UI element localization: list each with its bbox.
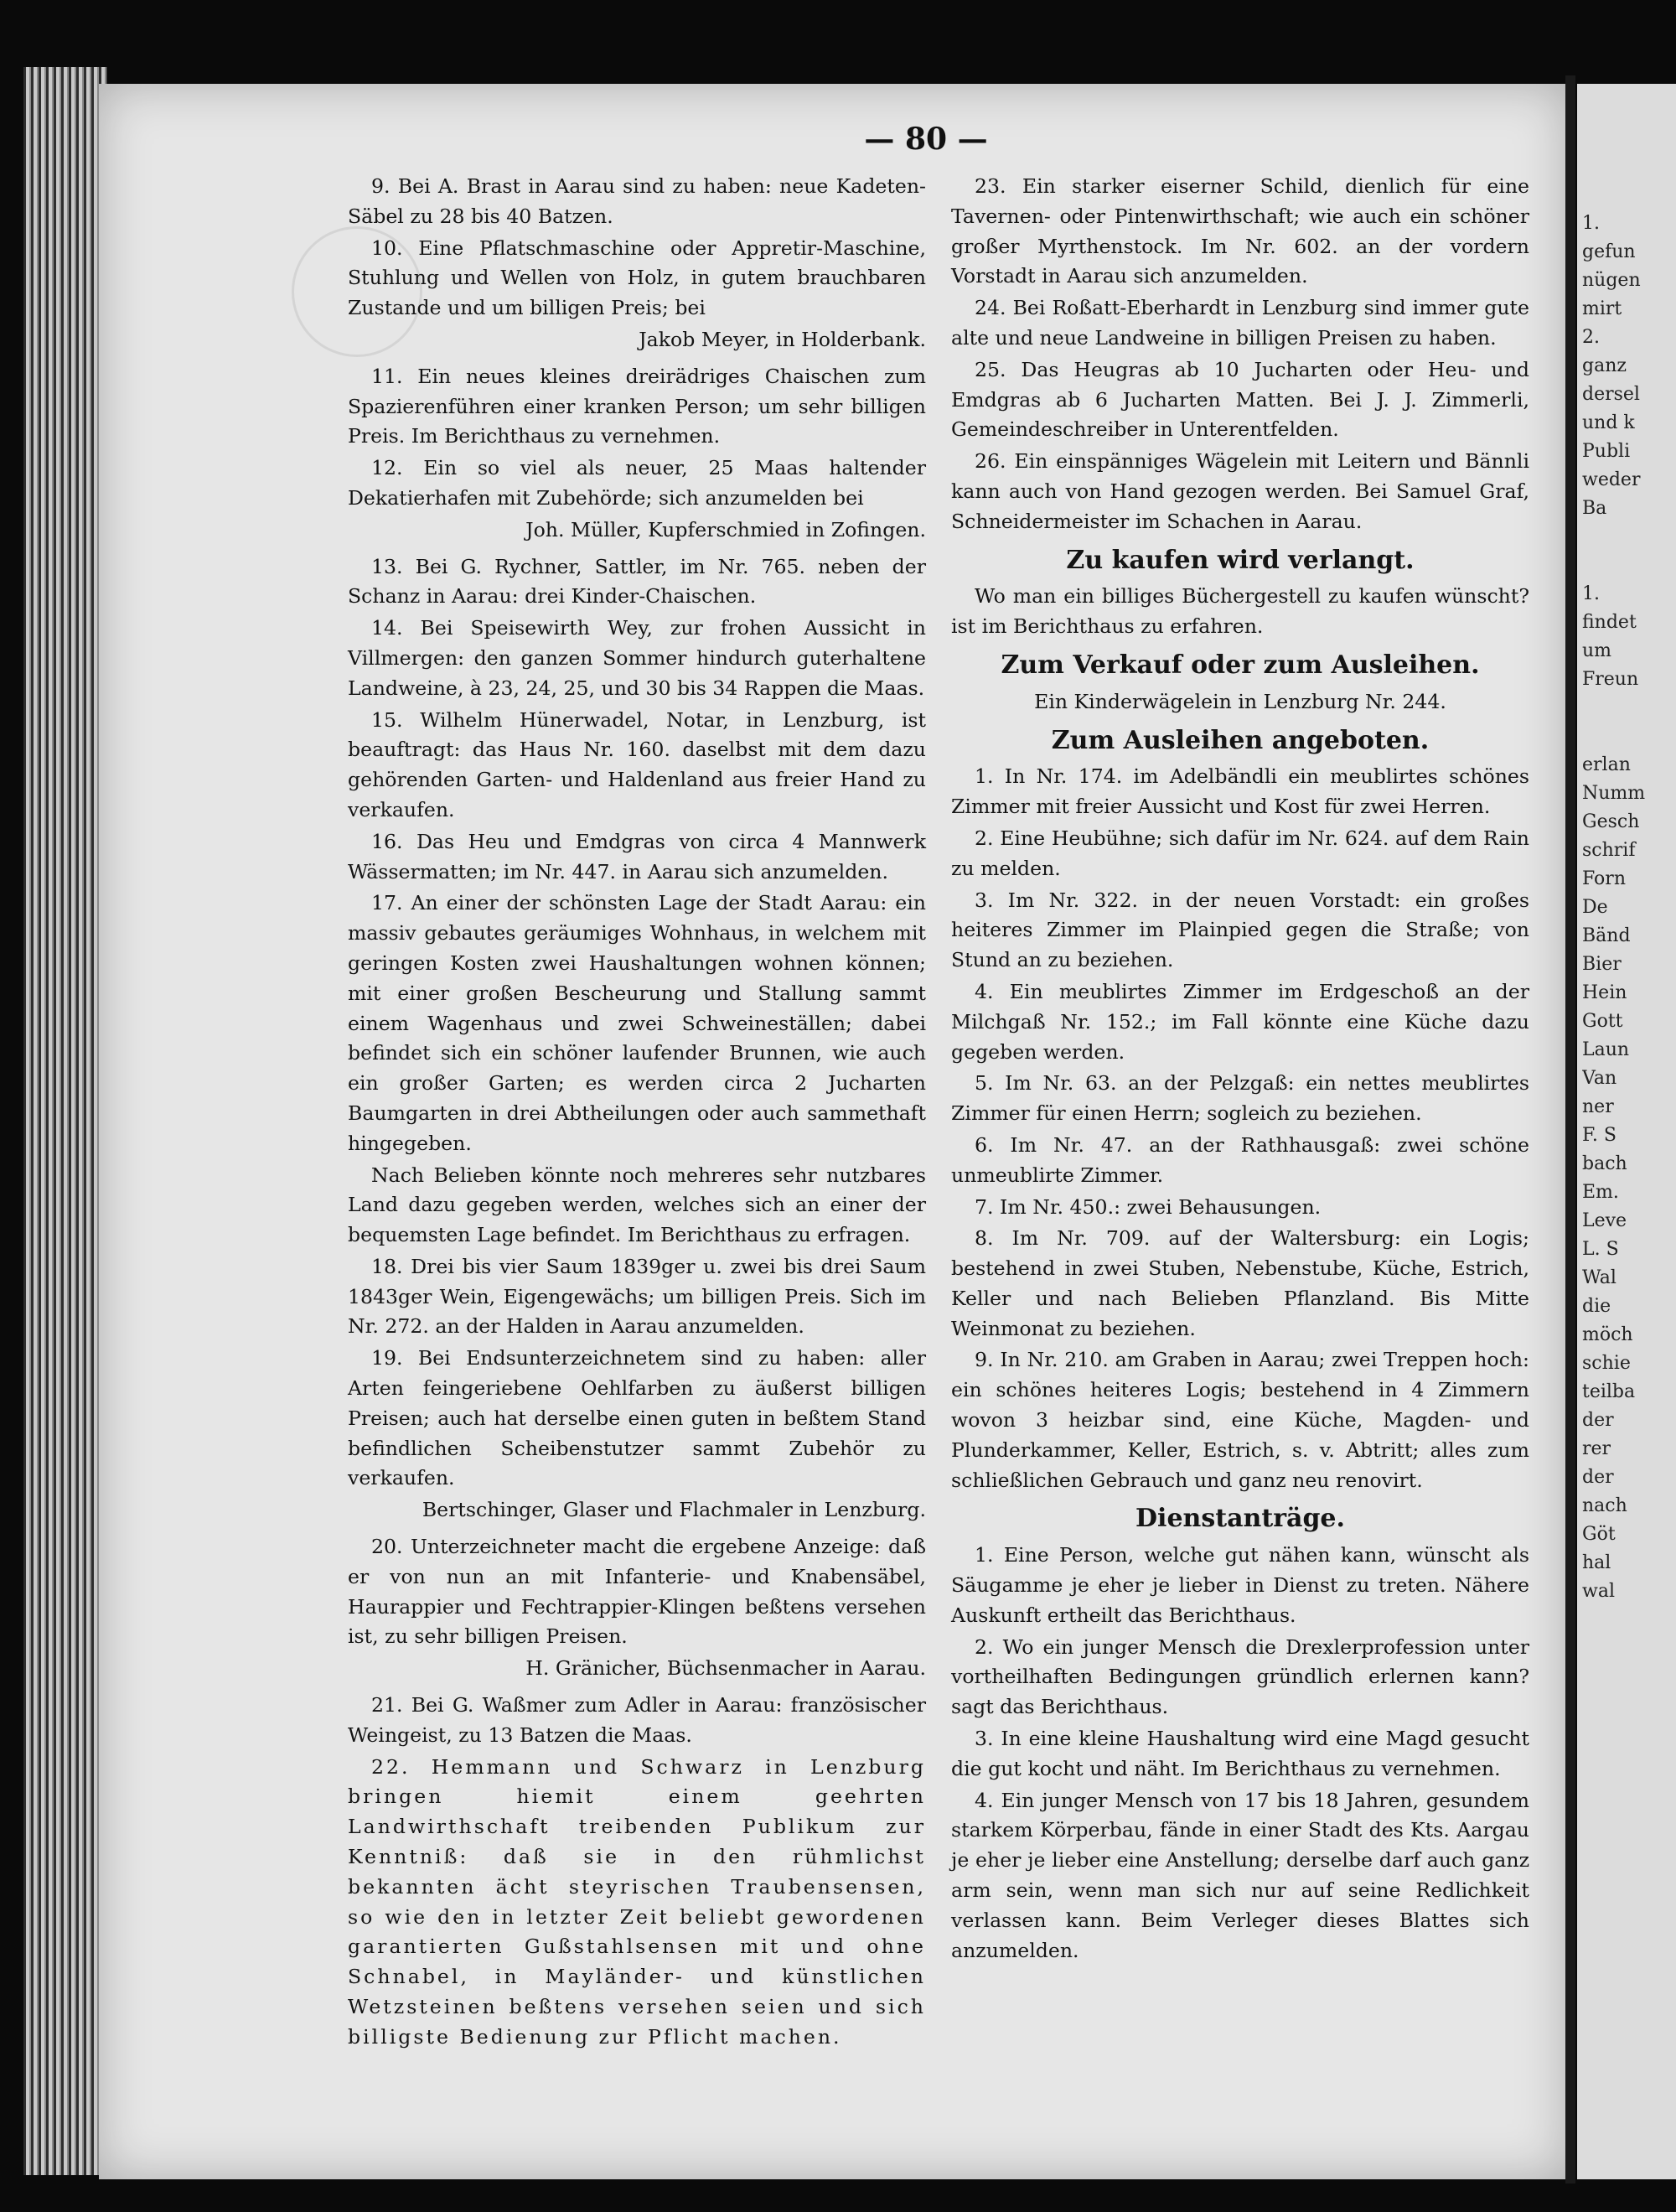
book-page-edges	[23, 67, 107, 2175]
adjacent-page-fragment: teilba	[1582, 1381, 1636, 1402]
adjacent-page-fragment	[1582, 552, 1676, 580]
adjacent-page-fragment	[1582, 694, 1676, 723]
adjacent-page-fragment: erlan	[1582, 754, 1631, 775]
advertisement-paragraph: 26. Ein einspänniges Wägelein mit Leitern und Bännli kann auch von Hand gezogen werden. Bei Samuel Graf, Schneidermeister im Schachen in Aarau.	[951, 449, 1529, 533]
adjacent-page-fragment: 1.	[1582, 213, 1600, 234]
advertiser-signature: Joh. Müller, Kupferschmied in Zofingen.	[525, 517, 926, 541]
adjacent-page-fragment: F. S	[1582, 1125, 1617, 1146]
adjacent-page-fragment	[1582, 523, 1676, 552]
adjacent-page-fragment: der	[1582, 1410, 1614, 1431]
adjacent-page-fragment: De	[1582, 897, 1608, 918]
adjacent-page-fragment: Bänd	[1582, 925, 1631, 946]
section-heading: Dienstanträge.	[1135, 1504, 1345, 1534]
adjacent-page-fragment: mirt	[1582, 298, 1622, 319]
adjacent-page-fragment: Ba	[1582, 498, 1607, 519]
adjacent-page-fragment: der	[1582, 1467, 1614, 1488]
adjacent-page-text	[1582, 210, 1676, 1606]
advertisement-paragraph: 1. Eine Person, welche gut nähen kann, wünscht als Säugamme je eher je lieber in Dienst zu treten. Nähere Auskunft ertheilt das Berichthaus.	[951, 1543, 1529, 1627]
advertisement-paragraph: 5. Im Nr. 63. an der Pelzgaß: ein nettes meublirtes Zimmer für einen Herrn; sogleich zu beziehen.	[951, 1071, 1529, 1126]
adjacent-page-fragment: schrif	[1582, 840, 1636, 861]
adjacent-page-fragment: nach	[1582, 1495, 1627, 1516]
book-gutter	[1565, 75, 1575, 2184]
advertisement-paragraph: 3. In eine kleine Haushaltung wird eine Magd gesucht die gut kocht und näht. Im Berichthaus zu vernehmen.	[951, 1727, 1529, 1780]
advertisement-paragraph: 25. Das Heugras ab 10 Jucharten oder Heu- und Emdgras ab 6 Jucharten Matten. Bei J. J. Zimmerli, Gemeindeschreiber in Unterentfelden.	[951, 357, 1529, 442]
adjacent-page-fragment: wal	[1582, 1581, 1615, 1602]
adjacent-page-fragment: gefun	[1582, 241, 1636, 262]
adjacent-page-fragment: Van	[1582, 1068, 1617, 1089]
advertisement-paragraph: 15. Wilhelm Hünerwadel, Notar, in Lenzburg, ist beauftragt: das Haus Nr. 160. daselbst mit dem dazu gehörenden Garten- und Haldenland aus freier Hand zu verkaufen.	[348, 707, 926, 821]
advertisement-paragraph: 2. Wo ein junger Mensch die Drexlerprofession unter vortheilhaften Bedingungen gründlich erlernen kann? sagt das Berichthaus.	[951, 1634, 1529, 1719]
adjacent-page-fragment: ner	[1582, 1096, 1614, 1117]
section-heading: Zum Ausleihen angeboten.	[1051, 725, 1430, 755]
advertiser-signature: Bertschinger, Glaser und Flachmaler in Lenzburg.	[422, 1498, 926, 1522]
adjacent-page-fragment: Freun	[1582, 669, 1639, 690]
adjacent-page-fragment: möch	[1582, 1324, 1633, 1345]
adjacent-page-fragment: ganz	[1582, 355, 1627, 376]
left-column	[348, 172, 926, 2054]
advertisement-paragraph: 23. Ein starker eiserner Schild, dienlich für eine Tavernen- oder Pintenwirthschaft; wie auch ein schöner großer Myrthenstock. Im Nr. 602. an der vordern Vorstadt in Aarau sich anzumelden.	[951, 174, 1529, 288]
adjacent-page-fragment: um	[1582, 640, 1612, 661]
advertisement-paragraph: 4. Ein meublirtes Zimmer im Erdgeschoß an der Milchgaß Nr. 152.; im Fall könnte eine Küche dazu gegeben werden.	[951, 979, 1529, 1064]
adjacent-page-fragment: L. S	[1582, 1239, 1619, 1260]
adjacent-page-fragment: nügen	[1582, 270, 1641, 291]
adjacent-page-fragment: hal	[1582, 1552, 1611, 1573]
advertisement-paragraph: 2. Eine Heubühne; sich dafür im Nr. 624. auf dem Rain zu melden.	[951, 826, 1529, 880]
advertisement-paragraph: 6. Im Nr. 47. an der Rathhausgaß: zwei schöne unmeublirte Zimmer.	[951, 1132, 1529, 1187]
adjacent-page-fragment: Publi	[1582, 441, 1631, 462]
advertisement-paragraph: 9. In Nr. 210. am Graben in Aarau; zwei Treppen hoch: ein schönes heiteres Logis; bestehend in 4 Zimmern wovon 3 heizbar sind, eine Küche, Magden- und Plunderkammer, Keller, Estrich, s. v. Abtritt; alles zum schließlichen Gebrauch und ganz neu renovirt.	[951, 1348, 1529, 1492]
advertisement-paragraph: 14. Bei Speisewirth Wey, zur frohen Aussicht in Villmergen: den ganzen Sommer hindurch guterhaltene Landweine, à 23, 24, 25, und 30 bis 34 Rappen die Maas.	[348, 616, 926, 700]
advertisement-paragraph: 20. Unterzeichneter macht die ergebene Anzeige: daß er von nun an mit Infanterie- und Knabensäbel, Haurappier und Fechtrappier-Klingen beßtens versehen ist, zu sehr billigen Preisen.	[348, 1535, 926, 1649]
advertisement-paragraph: 17. An einer der schönsten Lage der Stadt Aarau: ein massiv gebautes geräumiges Wohnhaus, in welchem mit geringen Kosten zwei Haushaltungen wohnen können; mit einer großen Bescheurung und Stallung sammt einem Wagenhaus und zwei Schweineställen; dabei befindet sich ein schöner laufender Brunnen, wie auch ein großer Garten; es werden circa 2 Jucharten Baumgarten in drei Abtheilungen oder auch sammethaft hingegeben.	[348, 891, 926, 1155]
advertisement-paragraph: 1. In Nr. 174. im Adelbändli ein meublirtes schönes Zimmer mit freier Aussicht und Kost für zwei Herren.	[951, 764, 1529, 819]
advertisement-paragraph: 12. Ein so viel als neuer, 25 Maas haltender Dekatierhafen mit Zubehörde; sich anzumelden bei	[348, 456, 926, 510]
advertisement-paragraph: 3. Im Nr. 322. in der neuen Vorstadt: ein großes heiteres Zimmer im Plainpied gegen die Straße; von Stund an zu beziehen.	[951, 888, 1529, 972]
advertisement-paragraph: 21. Bei G. Waßmer zum Adler in Aarau: französischer Weingeist, zu 13 Batzen die Maas.	[348, 1693, 926, 1747]
adjacent-page-fragment	[1582, 723, 1676, 751]
adjacent-page-fragment: Numm	[1582, 783, 1646, 804]
adjacent-page-fragment: schie	[1582, 1353, 1631, 1374]
adjacent-page-fragment: Gott	[1582, 1011, 1623, 1032]
adjacent-page-fragment: findet	[1582, 612, 1637, 633]
adjacent-page-fragment: Gesch	[1582, 811, 1640, 832]
advertiser-signature: Jakob Meyer, in Holderbank.	[639, 327, 926, 351]
advertisement-paragraph: 7. Im Nr. 450.: zwei Behausungen.	[975, 1194, 1322, 1219]
advertisement-paragraph: Wo man ein billiges Büchergestell zu kaufen wünscht? ist im Berichthaus zu erfahren.	[951, 584, 1529, 639]
advertisement-paragraph: Nach Belieben könnte noch mehreres sehr nutzbares Land dazu gegeben werden, welches sich an einer der bequemsten Lage befindet. Im Berichthaus zu erfragen.	[348, 1163, 926, 1247]
advertisement-paragraph: 11. Ein neues kleines dreirädriges Chaischen zum Spazierenführen einer kranken Person; um sehr billigen Preis. Im Berichthaus zu vernehmen.	[348, 364, 926, 448]
section-heading: Zu kaufen wird verlangt.	[1066, 545, 1415, 575]
adjacent-page-fragment: Leve	[1582, 1210, 1627, 1231]
adjacent-page-fragment: Laun	[1582, 1039, 1630, 1060]
advertisement-paragraph: 4. Ein junger Mensch von 17 bis 18 Jahren, gesundem starkem Körperbau, fände in einer Stadt des Kts. Aargau je eher je lieber eine Anstellung; derselbe darf auch ganz arm sein, wenn man sich nur auf seine Redlichkeit verlassen kann. Beim Verleger dieses Blattes sich anzumelden.	[951, 1788, 1529, 1962]
right-column	[951, 172, 1529, 1967]
advertisement-paragraph: 18. Drei bis vier Saum 1839ger u. zwei bis drei Saum 1843ger Wein, Eigengewächs; um billigen Preis. Sich im Nr. 272. an der Halden in Aarau anzumelden.	[348, 1254, 926, 1339]
advertisement-paragraph: 13. Bei G. Rychner, Sattler, im Nr. 765. neben der Schanz in Aarau: drei Kinder-Chaischen.	[348, 554, 926, 609]
adjacent-page-fragment: und k	[1582, 412, 1635, 433]
page-number: — 80 —	[864, 122, 988, 157]
adjacent-page-fragment: Wal	[1582, 1267, 1617, 1288]
adjacent-page-fragment: Hein	[1582, 982, 1627, 1003]
advertisement-paragraph: 10. Eine Pflatschmaschine oder Appretir-Maschine, Stuhlung und Wellen von Holz, in gutem brauchbaren Zustande und um billigen Preis; bei	[348, 236, 926, 320]
section-heading: Zum Verkauf oder zum Ausleihen.	[1001, 650, 1480, 680]
adjacent-page-fragment: rer	[1582, 1438, 1611, 1459]
adjacent-page-fragment: Forn	[1582, 868, 1626, 889]
centered-notice: Ein Kinderwägelein in Lenzburg Nr. 244.	[1034, 689, 1446, 713]
adjacent-page-fragment: die	[1582, 1296, 1611, 1317]
adjacent-page-fragment: 2.	[1582, 327, 1600, 348]
adjacent-page-fragment: Em.	[1582, 1182, 1619, 1203]
adjacent-page-fragment: Bier	[1582, 954, 1622, 975]
adjacent-page-fragment: bach	[1582, 1153, 1627, 1174]
advertisement-paragraph: 16. Das Heu und Emdgras von circa 4 Mannwerk Wässermatten; im Nr. 447. in Aarau sich anzumelden.	[348, 829, 926, 883]
advertisement-paragraph: 9. Bei A. Brast in Aarau sind zu haben: neue Kadeten-Säbel zu 28 bis 40 Batzen.	[348, 174, 926, 228]
advertisement-paragraph: 19. Bei Endsunterzeichnetem sind zu haben: aller Arten feingeriebene Oehlfarben zu äußerst billigen Preisen; auch hat derselbe einen guten in beßtem Stand befindlichen Scheibenstutzer sammt Zubehör zu verkaufen.	[348, 1346, 926, 1490]
advertiser-signature: H. Gränicher, Büchsenmacher in Aarau.	[525, 1656, 926, 1681]
adjacent-page-fragment: Göt	[1582, 1524, 1616, 1545]
advertisement-paragraph: 24. Bei Roßatt-Eberhardt in Lenzburg sind immer gute alte und neue Landweine in billigen Preisen zu haben.	[951, 296, 1529, 350]
advertisement-paragraph: 8. Im Nr. 709. auf der Waltersburg: ein Logis; bestehend in zwei Stuben, Nebenstube, Küche, Estrich, Keller und nach Belieben Pflanzland. Bis Mitte Weinmonat zu beziehen.	[951, 1226, 1529, 1340]
adjacent-page-fragment: 1.	[1582, 583, 1600, 604]
advertisement-paragraph: 22. Hemmann und Schwarz in Lenzburg bringen hiemit einem geehrten Landwirthschaft treibenden Publikum zur Kenntniß: daß sie in den rühmlichst bekannten ächt steyrischen Traubensensen, so wie den in letzter Zeit beliebt gewordenen garantierten Gußstahlsensen mit und ohne Schnabel, in Mayländer- und künstlichen Wetzsteinen beßtens versehen seien und sich billigste Bedienung zur Pflicht machen.	[348, 1754, 926, 2049]
adjacent-page-fragment: weder	[1582, 469, 1641, 490]
adjacent-page-fragment: dersel	[1582, 384, 1640, 405]
